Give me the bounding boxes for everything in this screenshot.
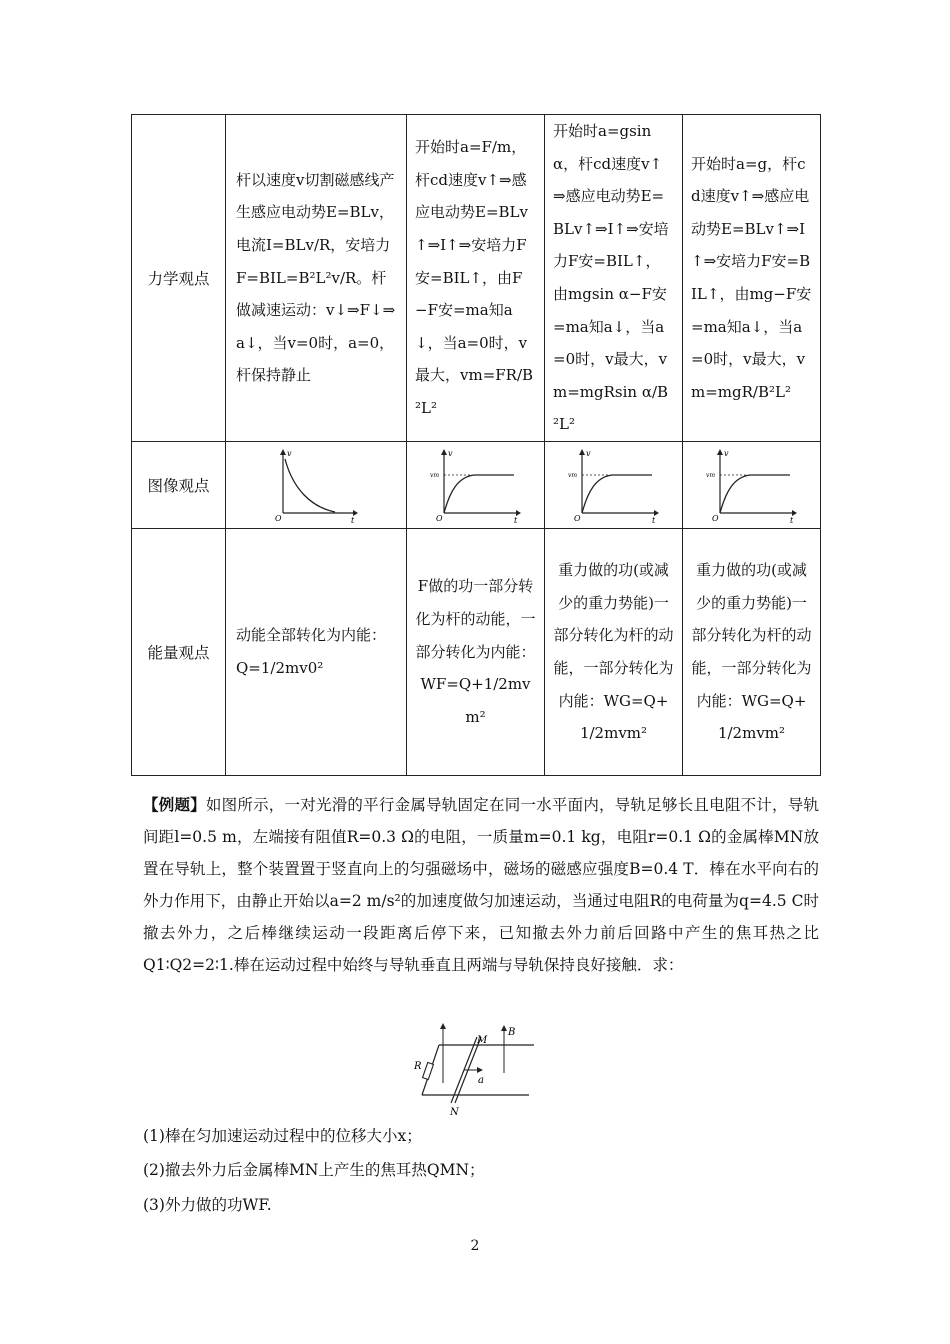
rise-graph-1 [430, 447, 522, 523]
row-header-energy: 能量观点 [132, 528, 226, 775]
svg-text:v: v [287, 448, 292, 458]
svg-text:N: N [450, 1107, 459, 1118]
example-tag: 【例题】 [143, 795, 206, 814]
example-paragraph [143, 789, 819, 981]
question-2: (2)撤去外力后金属棒MN上产生的焦耳热QMN； [143, 1161, 485, 1179]
rise-graph-3 [706, 447, 798, 523]
svg-text:O: O [573, 513, 581, 523]
decay-graph [273, 447, 359, 523]
mechanics-cell-4: 开始时a=g，杆cd速度v↑⇒感应电动势E=BLv↑⇒I↑⇒安培力F安=BIL↑，由mg−F安=ma知a↓，当a=0时，v最大，vm=mgR/B²L² [683, 115, 821, 442]
svg-text:B: B [508, 1027, 516, 1038]
svg-text:t: t [651, 515, 655, 523]
graph-cell-rise-3 [683, 441, 821, 528]
mechanics-cell-1: 杆以速度v切割磁感线产生感应电动势E=BLv，电流I=BLv/R，安培力F=BIL=B²L²v/R。杆做减速运动：v↓⇒F↓⇒a↓，当v=0时，a=0，杆保持静止 [226, 115, 407, 442]
svg-text:t: t [789, 515, 793, 523]
graph-cell-rise-1 [407, 441, 545, 528]
page-number: 2 [470, 1238, 480, 1254]
mechanics-cell-2: 开始时a=F/m，杆cd速度v↑⇒感应电动势E=BLv↑⇒I↑⇒安培力F安=BIL↑，由F−F安=ma知a↓，当a=0时，v最大，vm=FR/B²L² [407, 115, 545, 442]
mechanics-cell-3: 开始时a=gsin α，杆cd速度v↑⇒感应电动势E=BLv↑⇒I↑⇒安培力F安=BIL↑，由mgsin α−F安=ma知a↓，当a=0时，v最大，vm=mgRsin α/B²L² [545, 115, 683, 442]
energy-cell-2: F做的功一部分转化为杆的动能，一部分转化为内能：WF=Q+1/2mvm² [407, 528, 545, 775]
energy-cell-3: 重力做的功(或减少的重力势能)一部分转化为杆的动能，一部分转化为内能：WG=Q+1/2mvm² [545, 528, 683, 775]
svg-text:v: v [723, 448, 729, 458]
energy-cell-1: 动能全部转化为内能：Q=1/2mv0² [226, 528, 407, 775]
svg-text:R: R [414, 1061, 422, 1072]
svg-text:v: v [447, 448, 453, 458]
energy-cell-4: 重力做的功(或减少的重力势能)一部分转化为杆的动能，一部分转化为内能：WG=Q+1/2mvm² [683, 528, 821, 775]
graph-cell-decay [226, 441, 407, 528]
row-header-mechanics: 力学观点 [132, 115, 226, 442]
svg-text:t: t [513, 515, 517, 523]
svg-text:v: v [585, 448, 591, 458]
svg-text:O: O [275, 513, 282, 523]
svg-text:vm: vm [429, 471, 439, 479]
svg-text:vm: vm [705, 471, 715, 479]
svg-text:O: O [435, 513, 443, 523]
svg-text:t: t [351, 515, 355, 523]
svg-text:a: a [478, 1075, 484, 1086]
svg-text:M: M [477, 1035, 488, 1046]
question-3: (3)外力做的功WF. [143, 1196, 272, 1214]
svg-text:O: O [711, 513, 719, 523]
circuit-figure [414, 1023, 544, 1118]
example-text: 如图所示，一对光滑的平行金属导轨固定在同一水平面内，导轨足够长且电阻不计，导轨间距l=0.5 m，左端接有阻值R=0.3 Ω的电阻，一质量m=0.1 kg，电阻r=0.1 Ω的金属棒MN放置在导轨上，整个装置置于竖直向上的匀强磁场中，磁场的磁感应强度B=0.4 T．棒在水平向右的外力作用下，由静止开始以a=2 m/s²的加速度做匀加速运动，当通过电阻R的电荷量为q=4.5 C时撤去外力，之后棒继续运动一段距离后停下来，已知撤去外力前后回路中产生的焦耳热之比Q1∶Q2=2∶1.棒在运动过程中始终与导轨垂直且两端与导轨保持良好接触．求： [143, 796, 819, 974]
row-header-graph: 图像观点 [132, 441, 226, 528]
comparison-table [131, 114, 821, 776]
graph-cell-rise-2 [545, 441, 683, 528]
svg-text:vm: vm [567, 471, 577, 479]
rise-graph-2 [568, 447, 660, 523]
question-1: (1)棒在匀加速运动过程中的位移大小x； [143, 1127, 422, 1145]
